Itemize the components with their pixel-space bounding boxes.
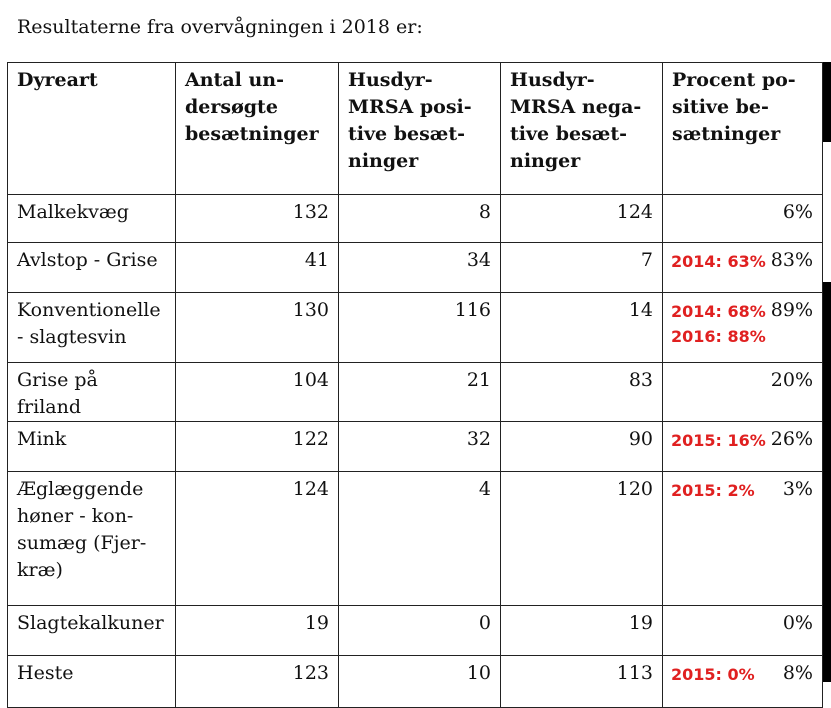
percent-cell bbox=[663, 472, 823, 606]
percent-value: 26% bbox=[770, 428, 813, 450]
percent-value: 89% bbox=[770, 299, 813, 321]
percent-value: 83% bbox=[770, 249, 813, 271]
header-row bbox=[8, 63, 823, 195]
table-row bbox=[8, 293, 823, 363]
animal-cell: Æglæggende høner - kon- sumæg (Fjer- kræ) bbox=[8, 472, 176, 606]
animal-cell: Heste bbox=[8, 656, 176, 708]
table-row bbox=[8, 363, 823, 422]
positive-cell: 10 bbox=[339, 656, 501, 708]
examined-cell: 41 bbox=[176, 243, 339, 293]
positive-cell: 4 bbox=[339, 472, 501, 606]
percent-value: 3% bbox=[782, 478, 813, 500]
percent-cell bbox=[663, 243, 823, 293]
examined-cell: 130 bbox=[176, 293, 339, 363]
historical-note: 2014: 68% 2016: 88% bbox=[671, 302, 766, 346]
percent-cell bbox=[663, 293, 823, 363]
examined-cell: 123 bbox=[176, 656, 339, 708]
header-percent: Procent po- sitive be- sætninger bbox=[663, 63, 823, 195]
examined-cell: 132 bbox=[176, 195, 339, 243]
table-row bbox=[8, 195, 823, 243]
examined-cell: 19 bbox=[176, 606, 339, 656]
animal-cell: Grise på friland bbox=[8, 363, 176, 422]
animal-cell: Slagtekalkuner bbox=[8, 606, 176, 656]
negative-cell: 113 bbox=[501, 656, 663, 708]
table-row bbox=[8, 472, 823, 606]
percent-cell bbox=[663, 606, 823, 656]
positive-cell: 116 bbox=[339, 293, 501, 363]
table-row bbox=[8, 243, 823, 293]
percent-value: 0% bbox=[782, 612, 813, 634]
table-row bbox=[8, 656, 823, 708]
mrsa-results-table bbox=[7, 62, 823, 708]
header-animal: Dyreart bbox=[8, 63, 176, 195]
percent-cell bbox=[663, 195, 823, 243]
examined-cell: 122 bbox=[176, 422, 339, 472]
historical-note: 2014: 63% bbox=[671, 252, 766, 271]
examined-cell: 104 bbox=[176, 363, 339, 422]
percent-value: 20% bbox=[770, 369, 813, 391]
table-row bbox=[8, 606, 823, 656]
historical-note: 2015: 2% bbox=[671, 481, 755, 500]
header-examined: Antal un- dersøgte besætninger bbox=[176, 63, 339, 195]
table-row bbox=[8, 422, 823, 472]
negative-cell: 19 bbox=[501, 606, 663, 656]
animal-cell: Malkekvæg bbox=[8, 195, 176, 243]
negative-cell: 14 bbox=[501, 293, 663, 363]
percent-value: 8% bbox=[782, 662, 813, 684]
animal-cell: Mink bbox=[8, 422, 176, 472]
animal-cell: Konventionelle - slagtesvin bbox=[8, 293, 176, 363]
percent-value: 6% bbox=[782, 201, 813, 223]
negative-cell: 124 bbox=[501, 195, 663, 243]
header-negative: Husdyr- MRSA nega- tive besæt- ninger bbox=[501, 63, 663, 195]
examined-cell: 124 bbox=[176, 472, 339, 606]
intro-text: Resultaterne fra overvågningen i 2018 er: bbox=[17, 16, 423, 38]
negative-cell: 120 bbox=[501, 472, 663, 606]
header-positive: Husdyr- MRSA posi- tive besæt- ninger bbox=[339, 63, 501, 195]
positive-cell: 34 bbox=[339, 243, 501, 293]
historical-note: 2015: 0% bbox=[671, 665, 755, 684]
right-edge-bar bbox=[823, 62, 831, 682]
historical-note: 2015: 16% bbox=[671, 431, 766, 450]
positive-cell: 21 bbox=[339, 363, 501, 422]
negative-cell: 83 bbox=[501, 363, 663, 422]
positive-cell: 0 bbox=[339, 606, 501, 656]
positive-cell: 8 bbox=[339, 195, 501, 243]
animal-cell: Avlstop - Grise bbox=[8, 243, 176, 293]
percent-cell bbox=[663, 656, 823, 708]
negative-cell: 90 bbox=[501, 422, 663, 472]
positive-cell: 32 bbox=[339, 422, 501, 472]
negative-cell: 7 bbox=[501, 243, 663, 293]
percent-cell bbox=[663, 422, 823, 472]
percent-cell bbox=[663, 363, 823, 422]
